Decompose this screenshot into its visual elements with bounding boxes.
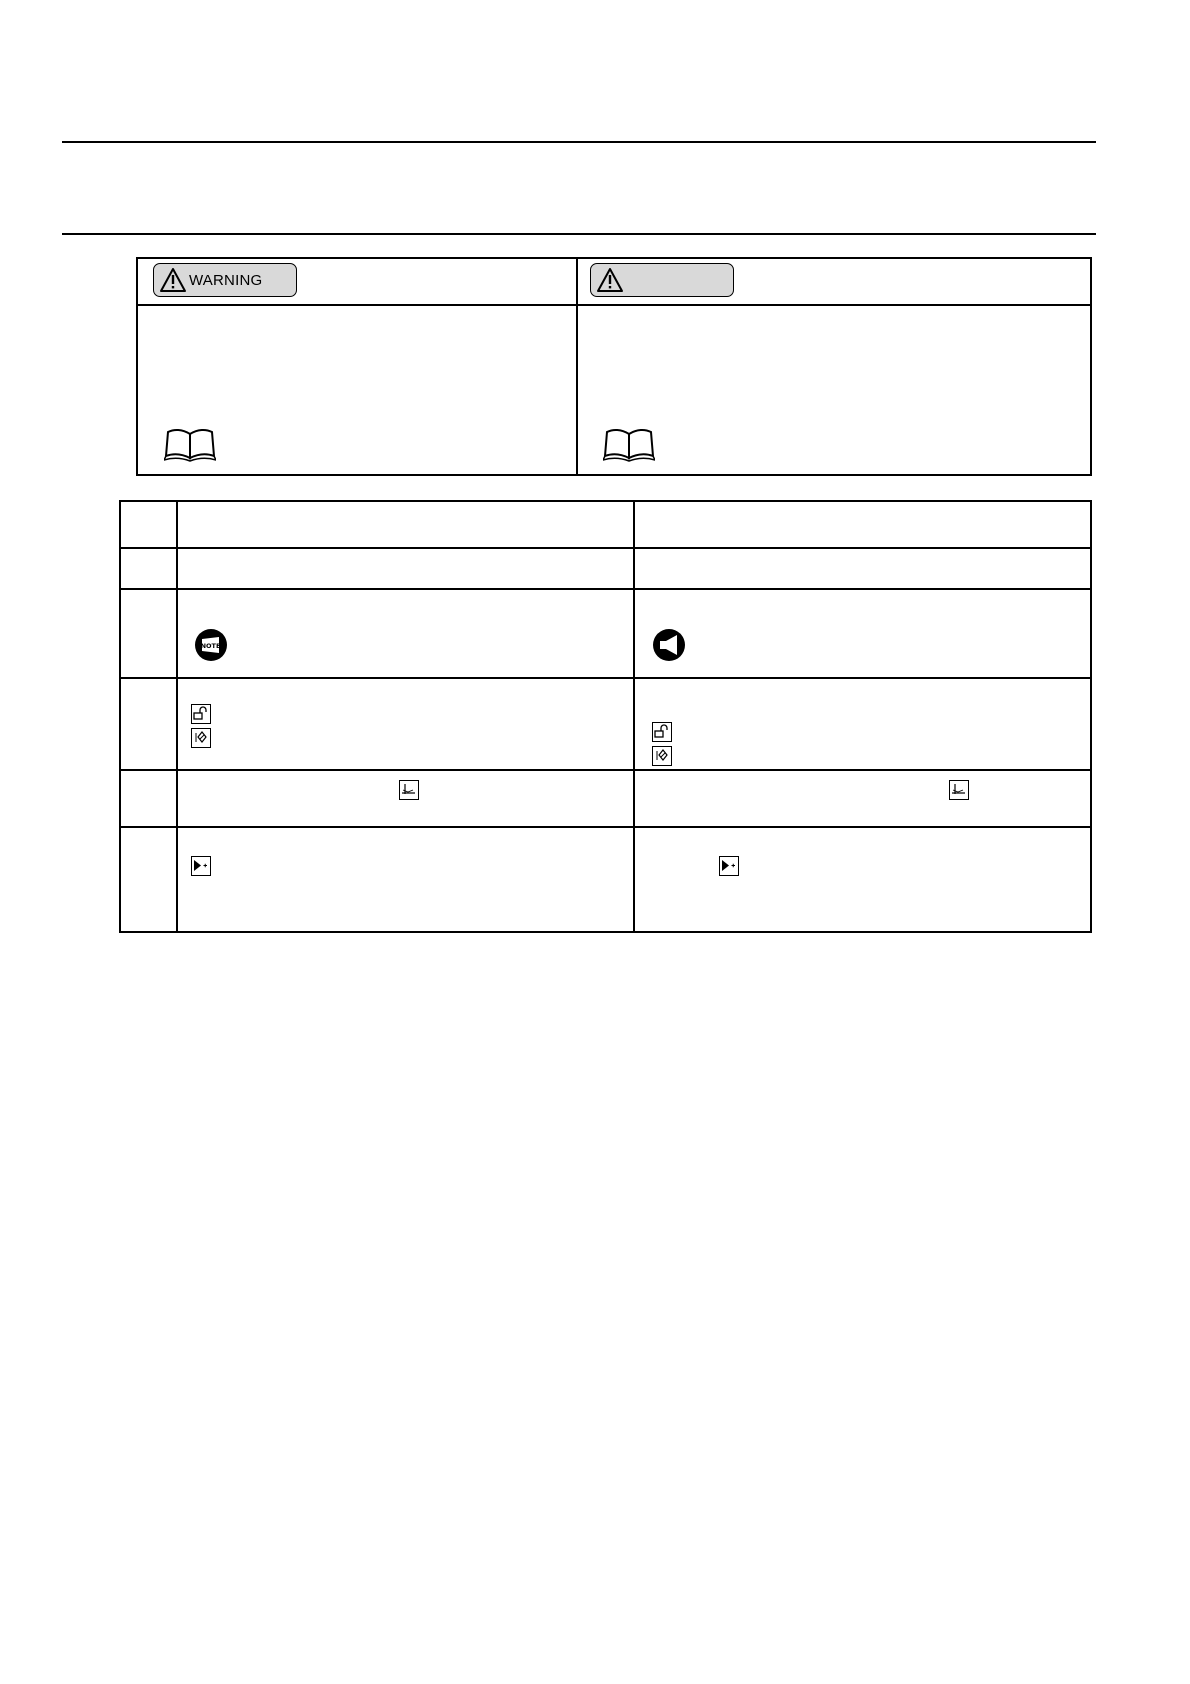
- table-column-divider: [633, 502, 635, 931]
- cycle-start-key-icon: [719, 856, 739, 876]
- unlock-key-icon: [191, 704, 211, 724]
- cycle-start-key-icon: [191, 856, 211, 876]
- warning-label: WARNING: [189, 271, 263, 289]
- comparison-table: [119, 500, 1092, 933]
- svg-text:NOTE: NOTE: [200, 642, 221, 650]
- table-row-divider: [121, 588, 1090, 590]
- open-book-icon: [603, 426, 655, 462]
- warning-badge: [153, 263, 297, 297]
- table-column-divider: [176, 502, 178, 931]
- table-row-divider: [121, 547, 1090, 549]
- unlock-key-icon: [652, 722, 672, 742]
- open-book-icon: [164, 426, 216, 462]
- header-rule-bottom: [62, 233, 1096, 235]
- offset-key-icon: [949, 780, 969, 800]
- table-row-divider: [121, 769, 1090, 771]
- edit-key-icon: [652, 746, 672, 766]
- table-row-divider: [121, 677, 1090, 679]
- safety-notice-box: [136, 257, 1092, 476]
- header-rule-top: [62, 141, 1096, 143]
- warning-triangle-icon: [159, 267, 187, 293]
- safety-box-header-divider: [138, 304, 1090, 306]
- caution-badge: [590, 263, 734, 297]
- megaphone-icon: [652, 628, 686, 662]
- note-icon: [194, 628, 228, 662]
- offset-key-icon: [399, 780, 419, 800]
- safety-box-divider: [576, 259, 578, 474]
- table-row-divider: [121, 826, 1090, 828]
- warning-triangle-icon: [596, 267, 624, 293]
- edit-key-icon: [191, 728, 211, 748]
